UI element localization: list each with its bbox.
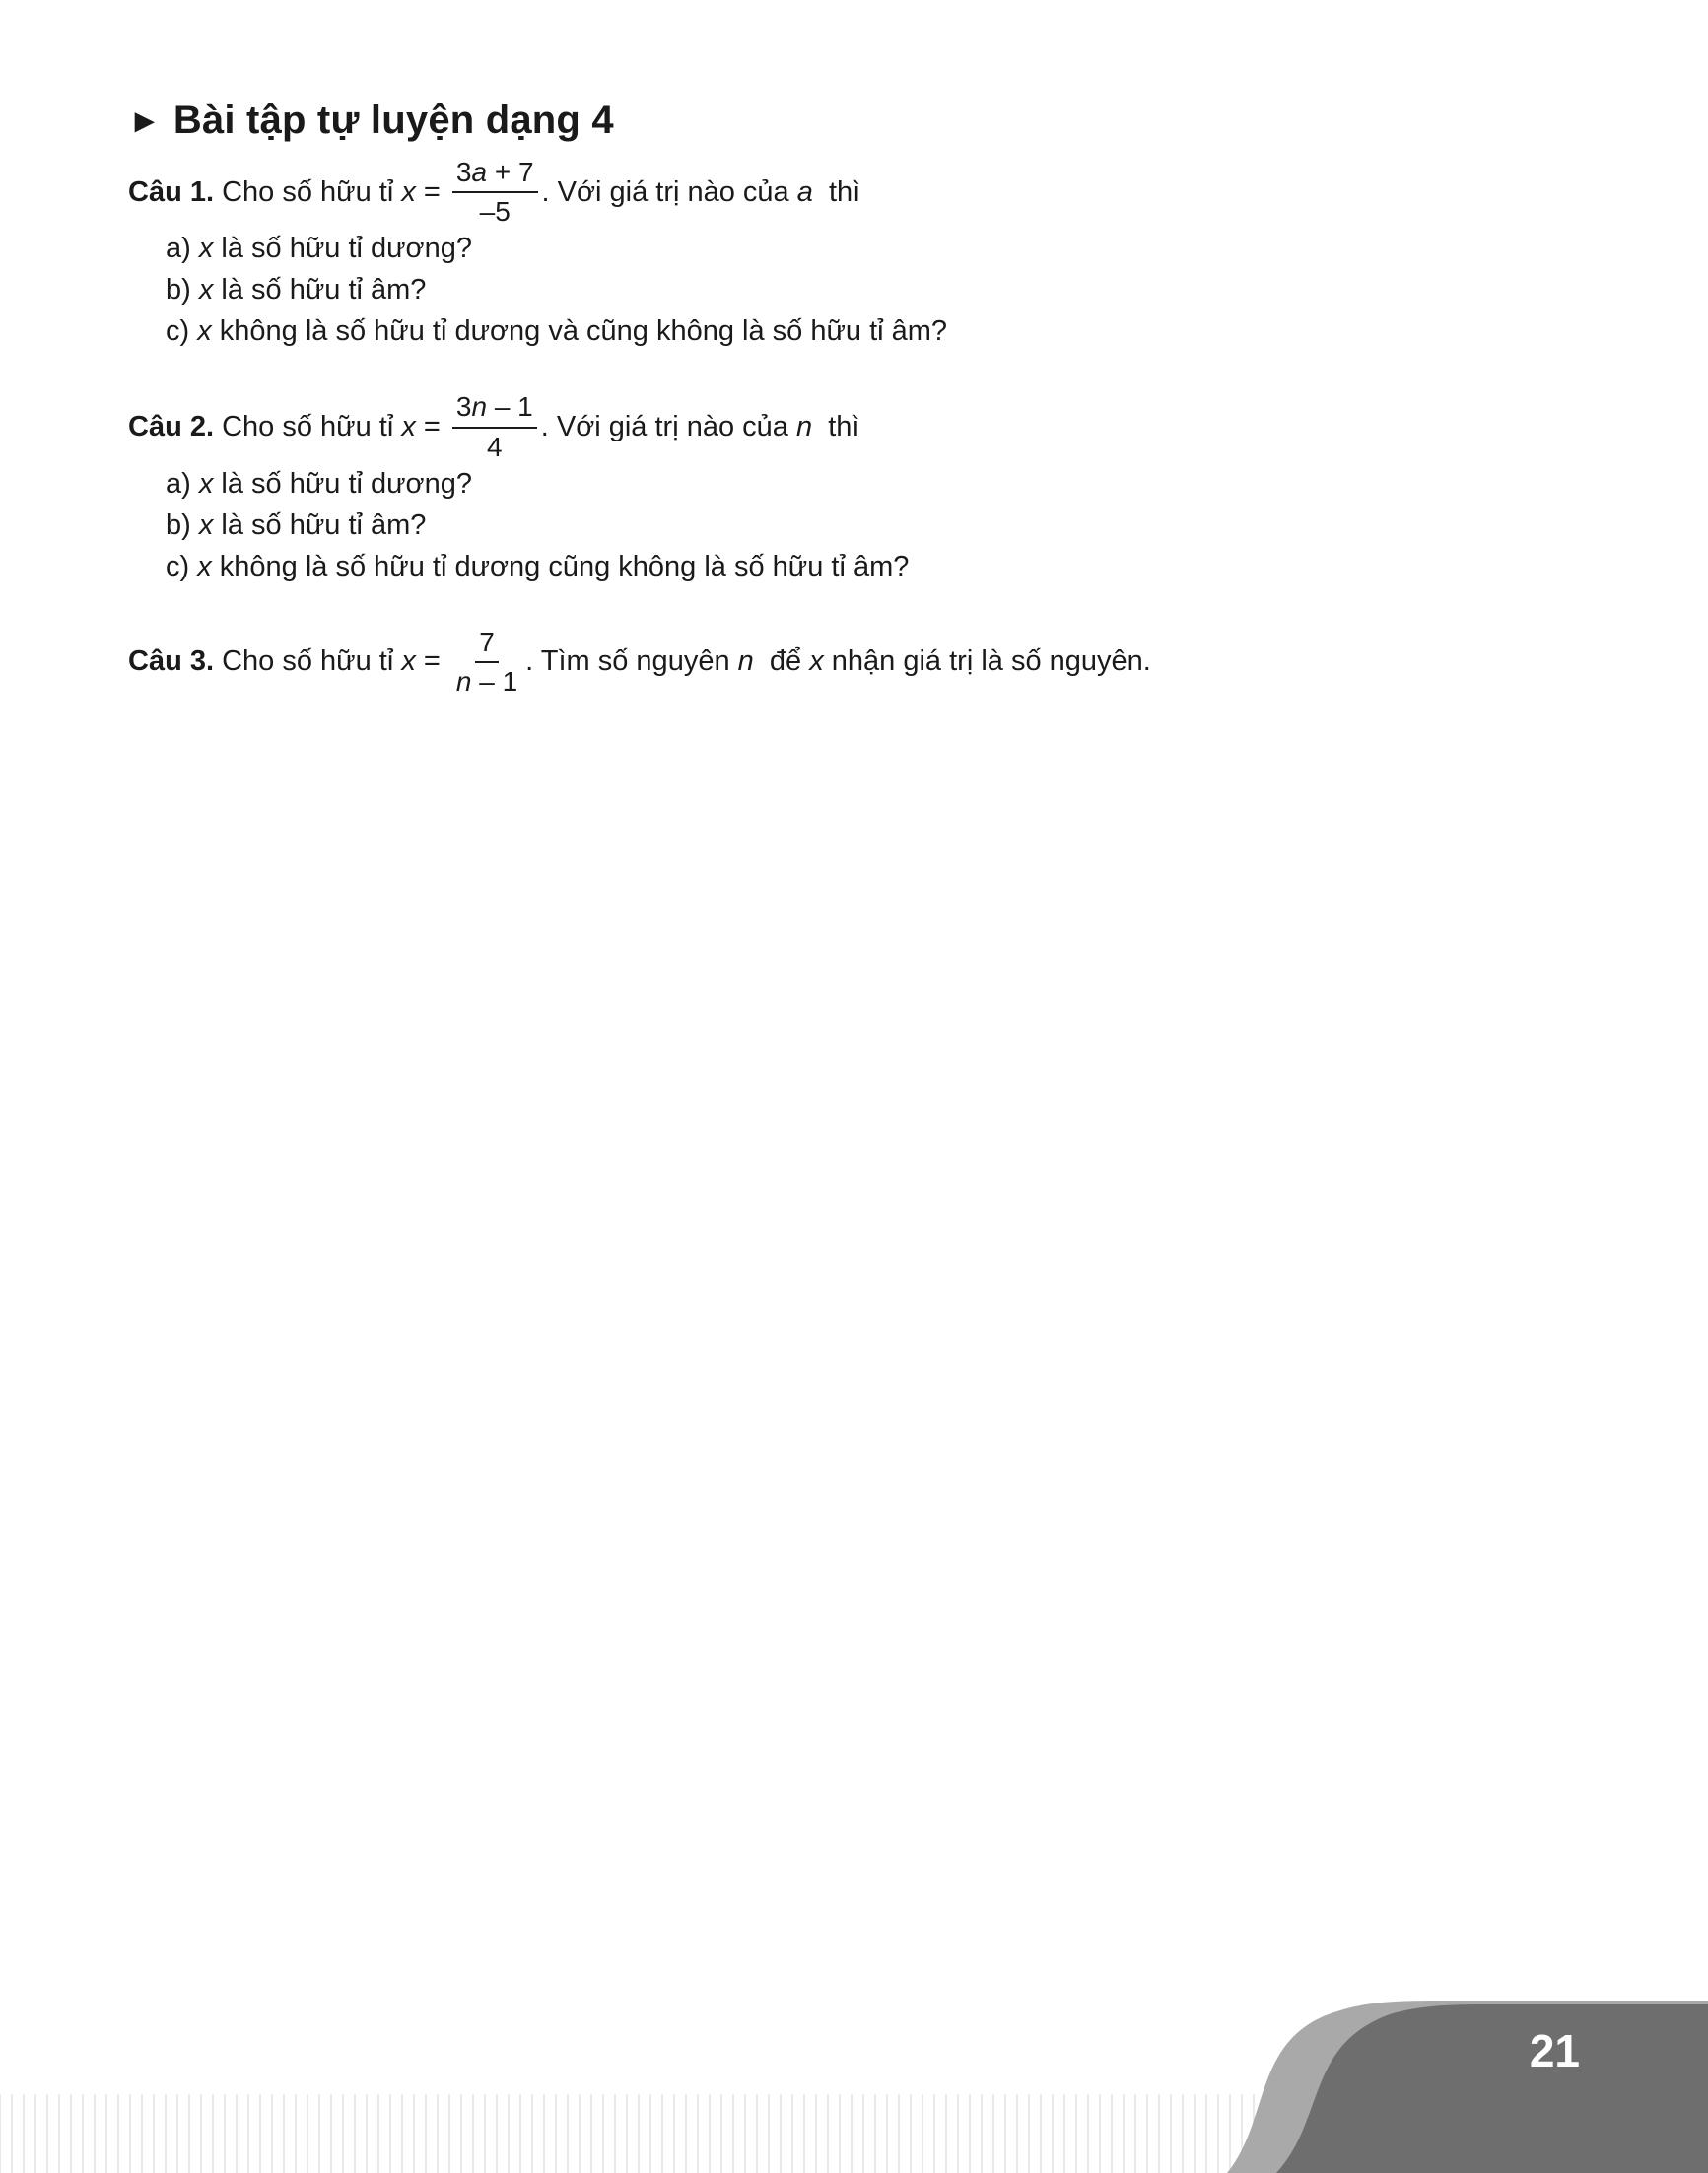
sub-question: b) x là số hữu tỉ âm? [166,509,427,541]
fraction-numerator: 3n – 1 [452,391,537,428]
question-label: Câu 1. [128,175,215,208]
equals-sign: = [415,175,448,208]
sub-question: c) x không là số hữu tỉ dương cũng không là số hữu tỉ âm? [166,550,910,582]
question-1-statement [128,157,1587,228]
question-text: . Với giá trị nào của [541,175,797,208]
math-variable: x [401,411,416,443]
question-1 [128,157,1587,352]
fraction-numerator: 7 [475,627,499,663]
question-intro: Cho số hữu tỉ [214,175,402,208]
question-2-statement [128,391,1587,462]
fraction-denominator: 4 [487,431,503,462]
exercise-page [128,99,1587,737]
math-variable: x [809,645,824,678]
sub-question: b) x là số hữu tỉ âm? [166,274,427,306]
question-tail: thì [812,175,861,208]
math-parameter: n [737,645,754,678]
question-label: Câu 2. [128,411,215,443]
question-3-statement [128,627,1587,698]
sub-question: c) x không là số hữu tỉ dương và cũng không là số hữu tỉ âm? [166,315,948,348]
question-tail-end: nhận giá trị là số nguyên. [823,645,1151,678]
question-tail: thì [812,411,860,443]
question-intro: Cho số hữu tỉ [214,645,402,678]
question-2-items [166,463,1587,587]
math-parameter: n [795,411,813,443]
sub-question: a) x là số hữu tỉ dương? [166,467,472,500]
page-number: 21 [1529,2025,1580,2076]
equals-sign: = [415,411,448,443]
fraction [452,627,521,698]
equals-sign: = [415,645,448,678]
fraction-denominator: –5 [479,196,511,228]
question-intro: Cho số hữu tỉ [214,411,402,443]
section-heading [128,99,1587,143]
math-variable: x [401,645,416,678]
footer-wave [0,1971,1708,2173]
question-text: . Tìm số nguyên [525,645,738,678]
math-variable: x [401,175,416,208]
fraction [452,391,537,462]
fraction [452,157,538,228]
sub-question: a) x là số hữu tỉ dương? [166,233,472,265]
fraction-numerator: 3a + 7 [452,157,538,193]
triangle-bullet-icon: ► [128,102,162,140]
question-tail: để [753,645,810,678]
math-parameter: a [796,175,813,208]
question-3 [128,627,1587,698]
question-label: Câu 3. [128,645,215,678]
fraction-denominator: n – 1 [455,665,518,697]
question-2 [128,391,1587,586]
section-title: Bài tập tự luyện dạng 4 [172,99,614,142]
question-text: . Với giá trị nào của [540,411,796,443]
question-1-items [166,228,1587,352]
